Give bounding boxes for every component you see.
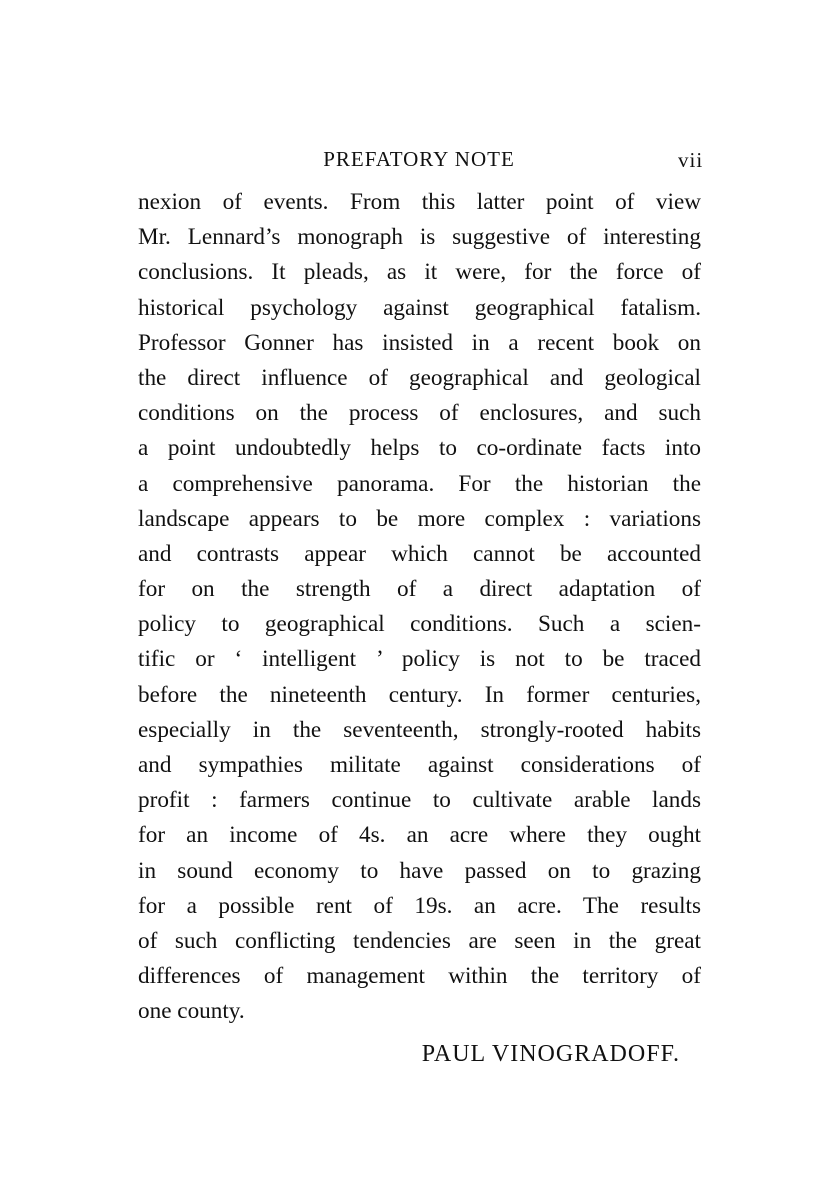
text-line: Mr. Lennard’s monograph is suggestive of interesting — [138, 224, 701, 251]
text-line: differences of management within the territory of — [138, 963, 701, 990]
text-line: for on the strength of a direct adaptation of — [138, 576, 701, 603]
author-signature: PAUL VINOGRADOFF. — [421, 1041, 680, 1067]
text-line: policy to geographical conditions. Such a scien- — [138, 611, 701, 638]
text-line: conclusions. It pleads, as it were, for the force of — [138, 259, 701, 286]
text-line: for a possible rent of 19s. an acre. The results — [138, 892, 701, 919]
text-line: a point undoubtedly helps to co-ordinate facts into — [138, 435, 701, 462]
text-line: profit : farmers continue to cultivate arable lands — [138, 787, 701, 814]
text-line: and contrasts appear which cannot be accounted — [138, 540, 701, 567]
text-line: one county. — [138, 998, 245, 1025]
text-line: in sound economy to have passed on to grazing — [138, 857, 701, 884]
text-line: of such conflicting tendencies are seen in the great — [138, 927, 701, 954]
text-line: nexion of events. From this latter point of view — [138, 189, 701, 215]
text-line: conditions on the process of enclosures, and such — [138, 400, 701, 427]
running-header-title: PREFATORY NOTE — [323, 147, 515, 171]
body-paragraph — [138, 185, 701, 1030]
text-line: historical psychology against geographical fatalism. — [138, 294, 701, 321]
text-line: landscape appears to be more complex : variations — [138, 505, 701, 532]
text-line: especially in the seventeenth, strongly-rooted habits — [138, 716, 701, 743]
text-line: tific or ‘ intelligent ’ policy is not to be traced — [138, 646, 701, 673]
text-line: before the nineteenth century. In former centuries, — [138, 681, 701, 708]
text-line: and sympathies militate against considerations of — [138, 752, 701, 778]
text-line: Professor Gonner has insisted in a recent book on — [138, 329, 701, 356]
text-line: the direct influence of geographical and geological — [138, 364, 701, 391]
text-line: for an income of 4s. an acre where they ought — [138, 822, 701, 849]
text-line: a comprehensive panorama. For the historian the — [138, 470, 701, 497]
page-number: vii — [678, 148, 704, 172]
